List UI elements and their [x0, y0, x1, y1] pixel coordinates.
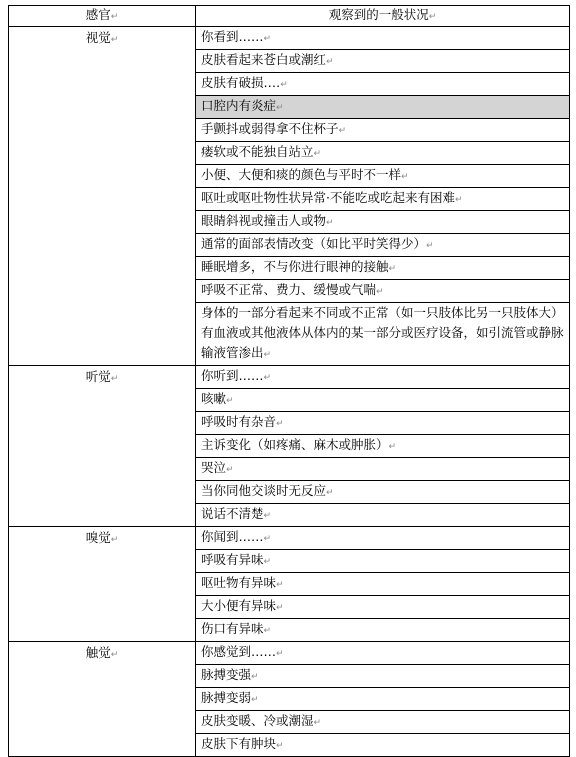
para-mark: ↵ [388, 442, 397, 452]
para-mark: ↵ [326, 218, 334, 228]
observation-cell [196, 504, 570, 527]
para-mark: ↵ [110, 650, 119, 660]
observation-text: 大小便有异味 [201, 598, 277, 613]
observation-text: 你听到…… [201, 368, 264, 383]
sense-label: 视觉 [85, 30, 111, 45]
para-mark: ↵ [263, 534, 272, 544]
table-row [9, 27, 570, 50]
para-mark: ↵ [428, 12, 437, 22]
observation-cell [196, 665, 570, 688]
para-mark: ↵ [226, 465, 234, 475]
para-mark: ↵ [226, 396, 234, 406]
para-mark: ↵ [263, 373, 272, 383]
observation-text: 呼吸不正常、费力、缓慢或气喘 [201, 282, 377, 297]
observation-text: 呼吸有异味 [201, 552, 264, 567]
observation-cell [196, 619, 570, 642]
sense-cell [9, 642, 196, 757]
observation-cell [196, 389, 570, 412]
observation-text: 说话不清楚 [201, 506, 264, 521]
observation-cell [196, 234, 570, 257]
para-mark: ↵ [280, 80, 288, 90]
observation-cell [196, 50, 570, 73]
observation-text: 睡眠增多，不与你进行眼神的接触 [201, 259, 389, 274]
para-mark: ↵ [326, 57, 334, 67]
observation-cell [196, 642, 570, 665]
observation-cell [196, 435, 570, 458]
observation-cell [196, 188, 570, 211]
table-row [9, 366, 570, 389]
observation-cell [196, 458, 570, 481]
observation-text: 哭泣 [201, 460, 227, 475]
observation-text: 手颤抖或弱得拿不住杯子 [201, 121, 339, 136]
para-mark: ↵ [251, 672, 259, 682]
observation-cell [196, 165, 570, 188]
observation-cell [196, 211, 570, 234]
para-mark: ↵ [110, 535, 119, 545]
table-row [9, 527, 570, 550]
sense-label: 嗅觉 [85, 530, 111, 545]
observation-text: 当你同他交谈时无反应 [201, 483, 327, 498]
observation-cell [196, 73, 570, 96]
observation-text: 身体的一部分看起来不同或不正常（如一只肢体比另一只肢体大）有血液或其他液体从体内的某一部分或医疗设备，如引流管或静脉输液管渗出 [201, 305, 564, 360]
para-mark: ↵ [263, 34, 272, 44]
para-mark: ↵ [276, 603, 284, 613]
para-mark: ↵ [313, 718, 322, 728]
observation-cell [196, 734, 570, 757]
para-mark: ↵ [110, 374, 119, 384]
para-mark: ↵ [263, 557, 272, 567]
observation-text: 你感觉到…… [201, 644, 277, 659]
para-mark: ↵ [276, 419, 284, 429]
observation-text: 通常的面部表情改变（如比平时笑得少） [201, 236, 427, 251]
observation-cell [196, 366, 570, 389]
para-mark: ↵ [276, 580, 284, 590]
para-mark: ↵ [263, 626, 272, 636]
table-row [9, 642, 570, 665]
observation-text: 皮肤下有肿块 [201, 736, 277, 751]
para-mark: ↵ [426, 241, 434, 251]
sense-label: 听觉 [85, 369, 111, 384]
para-mark: ↵ [263, 350, 272, 360]
para-mark: ↵ [388, 264, 397, 274]
header-observation-label: 观察到的一般状况 [328, 7, 429, 22]
observation-text: 咳嗽 [201, 391, 227, 406]
para-mark: ↵ [376, 287, 384, 297]
header-observation [196, 6, 570, 27]
observation-cell [196, 280, 570, 303]
header-row [9, 6, 570, 27]
observation-text: 瘘软或不能独自站立 [201, 144, 314, 159]
observation-cell [196, 27, 570, 50]
sense-cell [9, 27, 196, 366]
observation-text: 皮肤看起来苍白或潮红 [201, 52, 327, 67]
para-mark: ↵ [263, 511, 272, 521]
observation-cell [196, 596, 570, 619]
observation-text: 脉搏变强 [201, 667, 252, 682]
observation-cell [196, 412, 570, 435]
header-sense-label: 感官 [85, 7, 111, 22]
para-mark: ↵ [276, 741, 284, 751]
observation-cell [196, 119, 570, 142]
sense-cell [9, 366, 196, 527]
observation-cell [196, 550, 570, 573]
observation-text: 你看到…… [201, 29, 264, 44]
observation-text: 呼吸时有杂音 [201, 414, 277, 429]
para-mark: ↵ [313, 149, 322, 159]
sense-cell [9, 527, 196, 642]
para-mark: ↵ [326, 488, 334, 498]
observation-cell [196, 527, 570, 550]
observation-text: 眼睛斜视或撞击人或物 [201, 213, 327, 228]
observation-cell [196, 96, 570, 119]
para-mark: ↵ [110, 35, 119, 45]
observation-text: 脉搏变弱 [201, 690, 252, 705]
observation-cell [196, 481, 570, 504]
observation-text: 口腔内有炎症 [201, 98, 277, 113]
sense-label: 触觉 [85, 645, 111, 660]
observation-cell [196, 688, 570, 711]
para-mark: ↵ [401, 172, 409, 182]
observation-cell [196, 142, 570, 165]
observation-text: 伤口有异味 [201, 621, 264, 636]
observation-cell [196, 257, 570, 280]
para-mark: ↵ [276, 103, 284, 113]
observation-text: 皮肤变暖、冷或潮湿 [201, 713, 314, 728]
observation-text: 呕吐物有异味 [201, 575, 277, 590]
observation-text: 主诉变化（如疼痛、麻木或肿胀） [201, 437, 389, 452]
observation-text: 小便、大便和痰的颜色与平时不一样 [201, 167, 402, 182]
para-mark: ↵ [251, 695, 259, 705]
para-mark: ↵ [276, 649, 284, 659]
para-mark: ↵ [338, 126, 347, 136]
observation-cell [196, 303, 570, 366]
observation-text: 你闻到…… [201, 529, 264, 544]
header-sense [9, 6, 196, 27]
observation-text: 呕吐或呕吐物性状异常·不能吃或吃起来有困难 [201, 190, 455, 205]
observation-text: 皮肤有破损‥‥ [201, 75, 281, 90]
para-mark: ↵ [110, 12, 119, 22]
observation-cell [196, 573, 570, 596]
observation-table [8, 5, 570, 757]
para-mark: ↵ [454, 195, 463, 205]
